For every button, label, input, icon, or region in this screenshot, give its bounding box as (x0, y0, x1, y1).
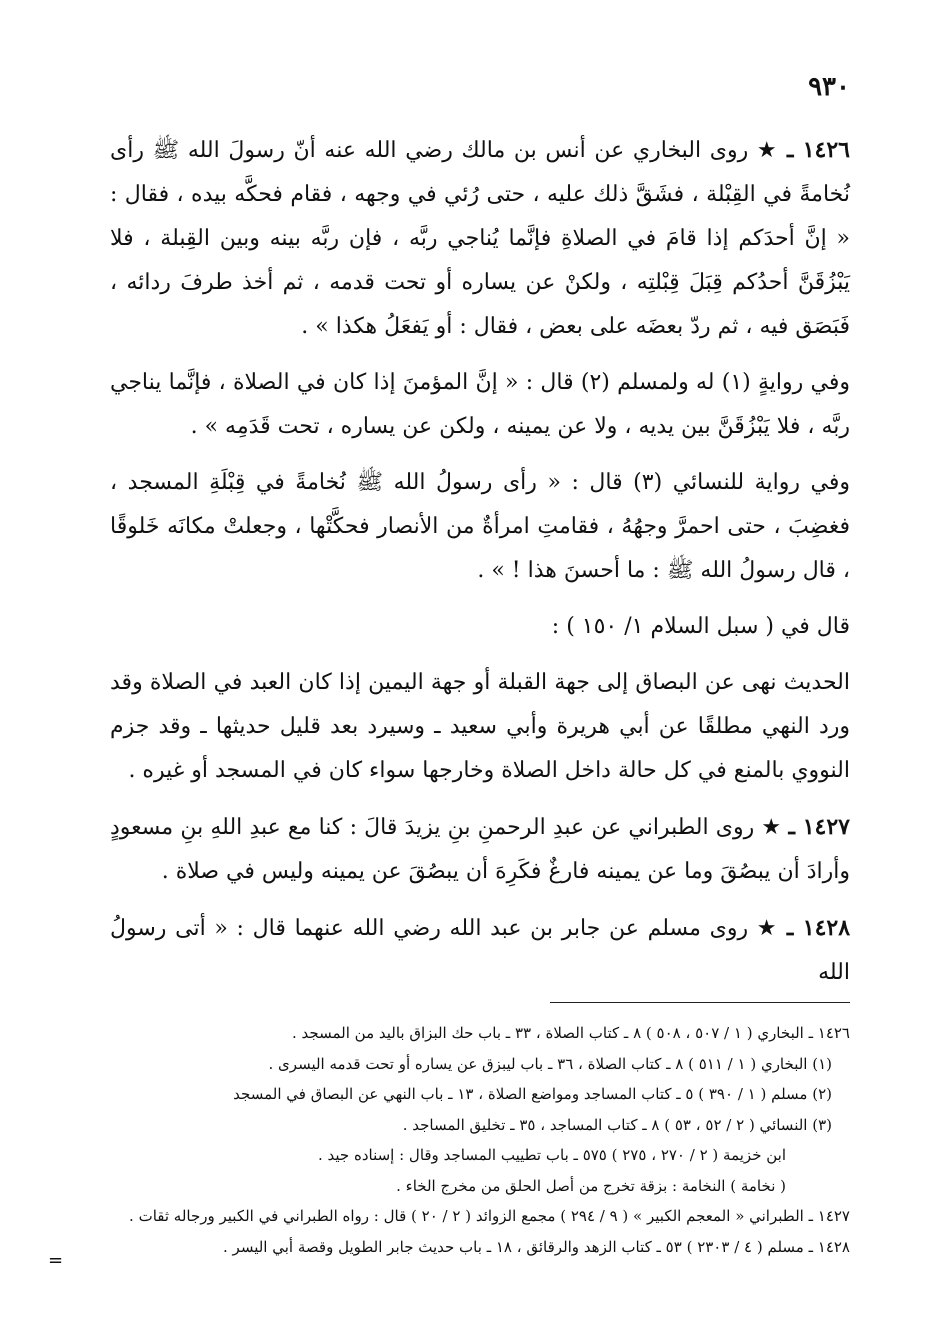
muslim-narration: وفي روايةٍ (١) له ولمسلم (٢) قال : « إنَّ المؤمنَ إذا كان في الصلاة ، فإنَّما يناجي ربَّه ، فلا يَبْزُقَنَّ بين يديه ، ولا عن يمينه ، ولكن عن يساره ، تحت قَدَمِه » . (110, 370, 850, 439)
subul-reference: قال في ( سبل السلام ١/ ١٥٠ ) : (551, 614, 850, 639)
footnote-separator (550, 1002, 850, 1003)
commentary: الحديث نهى عن البصاق إلى جهة القبلة أو جهة اليمين إذا كان العبد في الصلاة وقد ورد النهي مطلقًا عن أبي هريرة وأبي سعيد ـ وسيرد بعد قليل حديثها ـ وقد جزم النووي بالمنع في كل حالة داخل الصلاة وخارجها سواء كان في المسجد أو غيره . (110, 670, 850, 783)
footnote: (١) البخاري ( ١ / ٥١١ ) ٨ ـ كتاب الصلاة ، ٣٦ ـ باب ليبزق عن يساره أو تحت قدمه اليسرى . (268, 1054, 832, 1073)
nasai-narration: وفي رواية للنسائي (٣) قال : « رأى رسولُ الله ﷺ نُخامةً في قِبْلَةِ المسجد ، فغضِبَ ، حتى احمرَّ وجهُهُ ، فقامتِ امرأةٌ من الأنصار فحكَّتْها ، وجعلتْ مكانَه خَلوقًا ، قال رسولُ الله ﷺ : ما أحسنَ هذا ! » . (110, 470, 850, 583)
hadith-1428 (110, 906, 850, 995)
footnote: ( نخامة ) النخامة : بزقة تخرج من أصل الحلق من مخرج الخاء . (396, 1176, 786, 1195)
footnote: ابن خزيمة ( ٢ / ٢٧٠ ، ٢٧٥ ) ٥٧٥ ـ باب تطييب المساجد وقال : إسناده جيد . (317, 1146, 786, 1164)
footnote: (٣) النسائي ( ٢ / ٥٢ ، ٥٣ ) ٨ ـ كتاب المساجد ، ٣٥ ـ تخليق المساجد . (402, 1115, 832, 1134)
footnote: ١٤٢٨ ـ مسلم ( ٤ / ٢٣٠٣ ) ٥٣ ـ كتاب الزهد والرقائق ، ١٨ ـ باب حديث جابر الطويل وقصة أبي اليسر . (223, 1237, 850, 1256)
page-number: ٩٣٠ (808, 72, 850, 102)
footnote: (٢) مسلم ( ١ / ٣٩٠ ) ٥ ـ كتاب المساجد ومواضع الصلاة ، ١٣ ـ باب النهي عن البصاق في المسجد (233, 1085, 832, 1103)
hadith-1427 (110, 805, 850, 894)
hadith-number: ١٤٢٦ ـ (786, 137, 850, 163)
hadith-1426 (110, 128, 850, 349)
footnotes (110, 1018, 850, 1262)
hadith-number: ١٤٢٧ ـ (788, 814, 850, 840)
hadith-number: ١٤٢٨ ـ (786, 915, 851, 941)
hadith-text: ★ روى مسلم عن جابر بن عبد الله رضي الله عنهما قال : « أتى رسولُ الله (110, 916, 850, 985)
footnote: ١٤٢٧ ـ الطبراني « المعجم الكبير » ( ٩ / ٢٩٤ ) مجمع الزوائد ( ٢ / ٢٠ ) قال : رواه الطبراني في الكبير ورجاله ثقات . (129, 1207, 850, 1225)
footnote: ١٤٢٦ ـ البخاري ( ١ / ٥٠٧ ، ٥٠٨ ) ٨ ـ كتاب الصلاة ، ٣٣ ـ باب حك البزاق باليد من المسجد . (292, 1024, 850, 1042)
main-text (110, 128, 850, 1007)
hadith-text: ★ روى الطبراني عن عبدِ الرحمنِ بنِ يزيدَ قالَ : كنا مع عبدِ اللهِ بنِ مسعودٍ وأرادَ أن يبصُقَ وما عن يمينه فارغٌ فكَرِهَ أن يبصُقَ عن يمينه وليس في صلاة . (110, 815, 850, 884)
hadith-text: ★ روى البخاري عن أنس بن مالك رضي الله عنه أنّ رسولَ الله ﷺ رأى نُخامةً في القِبْلة ، فشَقَّ ذلك عليه ، حتى رُئي في وجهه ، فقام فحكَّه بيده ، فقال : « إنَّ أحدَكم إذا قامَ في الصلاةِ فإنَّما يُناجي ربَّه ، فإن ربَّه بينه وبين القِبلة ، فلا يَبْزُقَنَّ أحدُكم قِبَلَ قِبْلتِه ، ولكنْ عن يساره أو تحت قدمه ، ثم أخذ طرفَ ردائه ، فَبَصَق فيه ، ثم ردّ بعضَه على بعض ، فقال : أو يَفعَلُ هكذا » . (110, 138, 850, 339)
margin-mark: = (48, 1250, 64, 1271)
